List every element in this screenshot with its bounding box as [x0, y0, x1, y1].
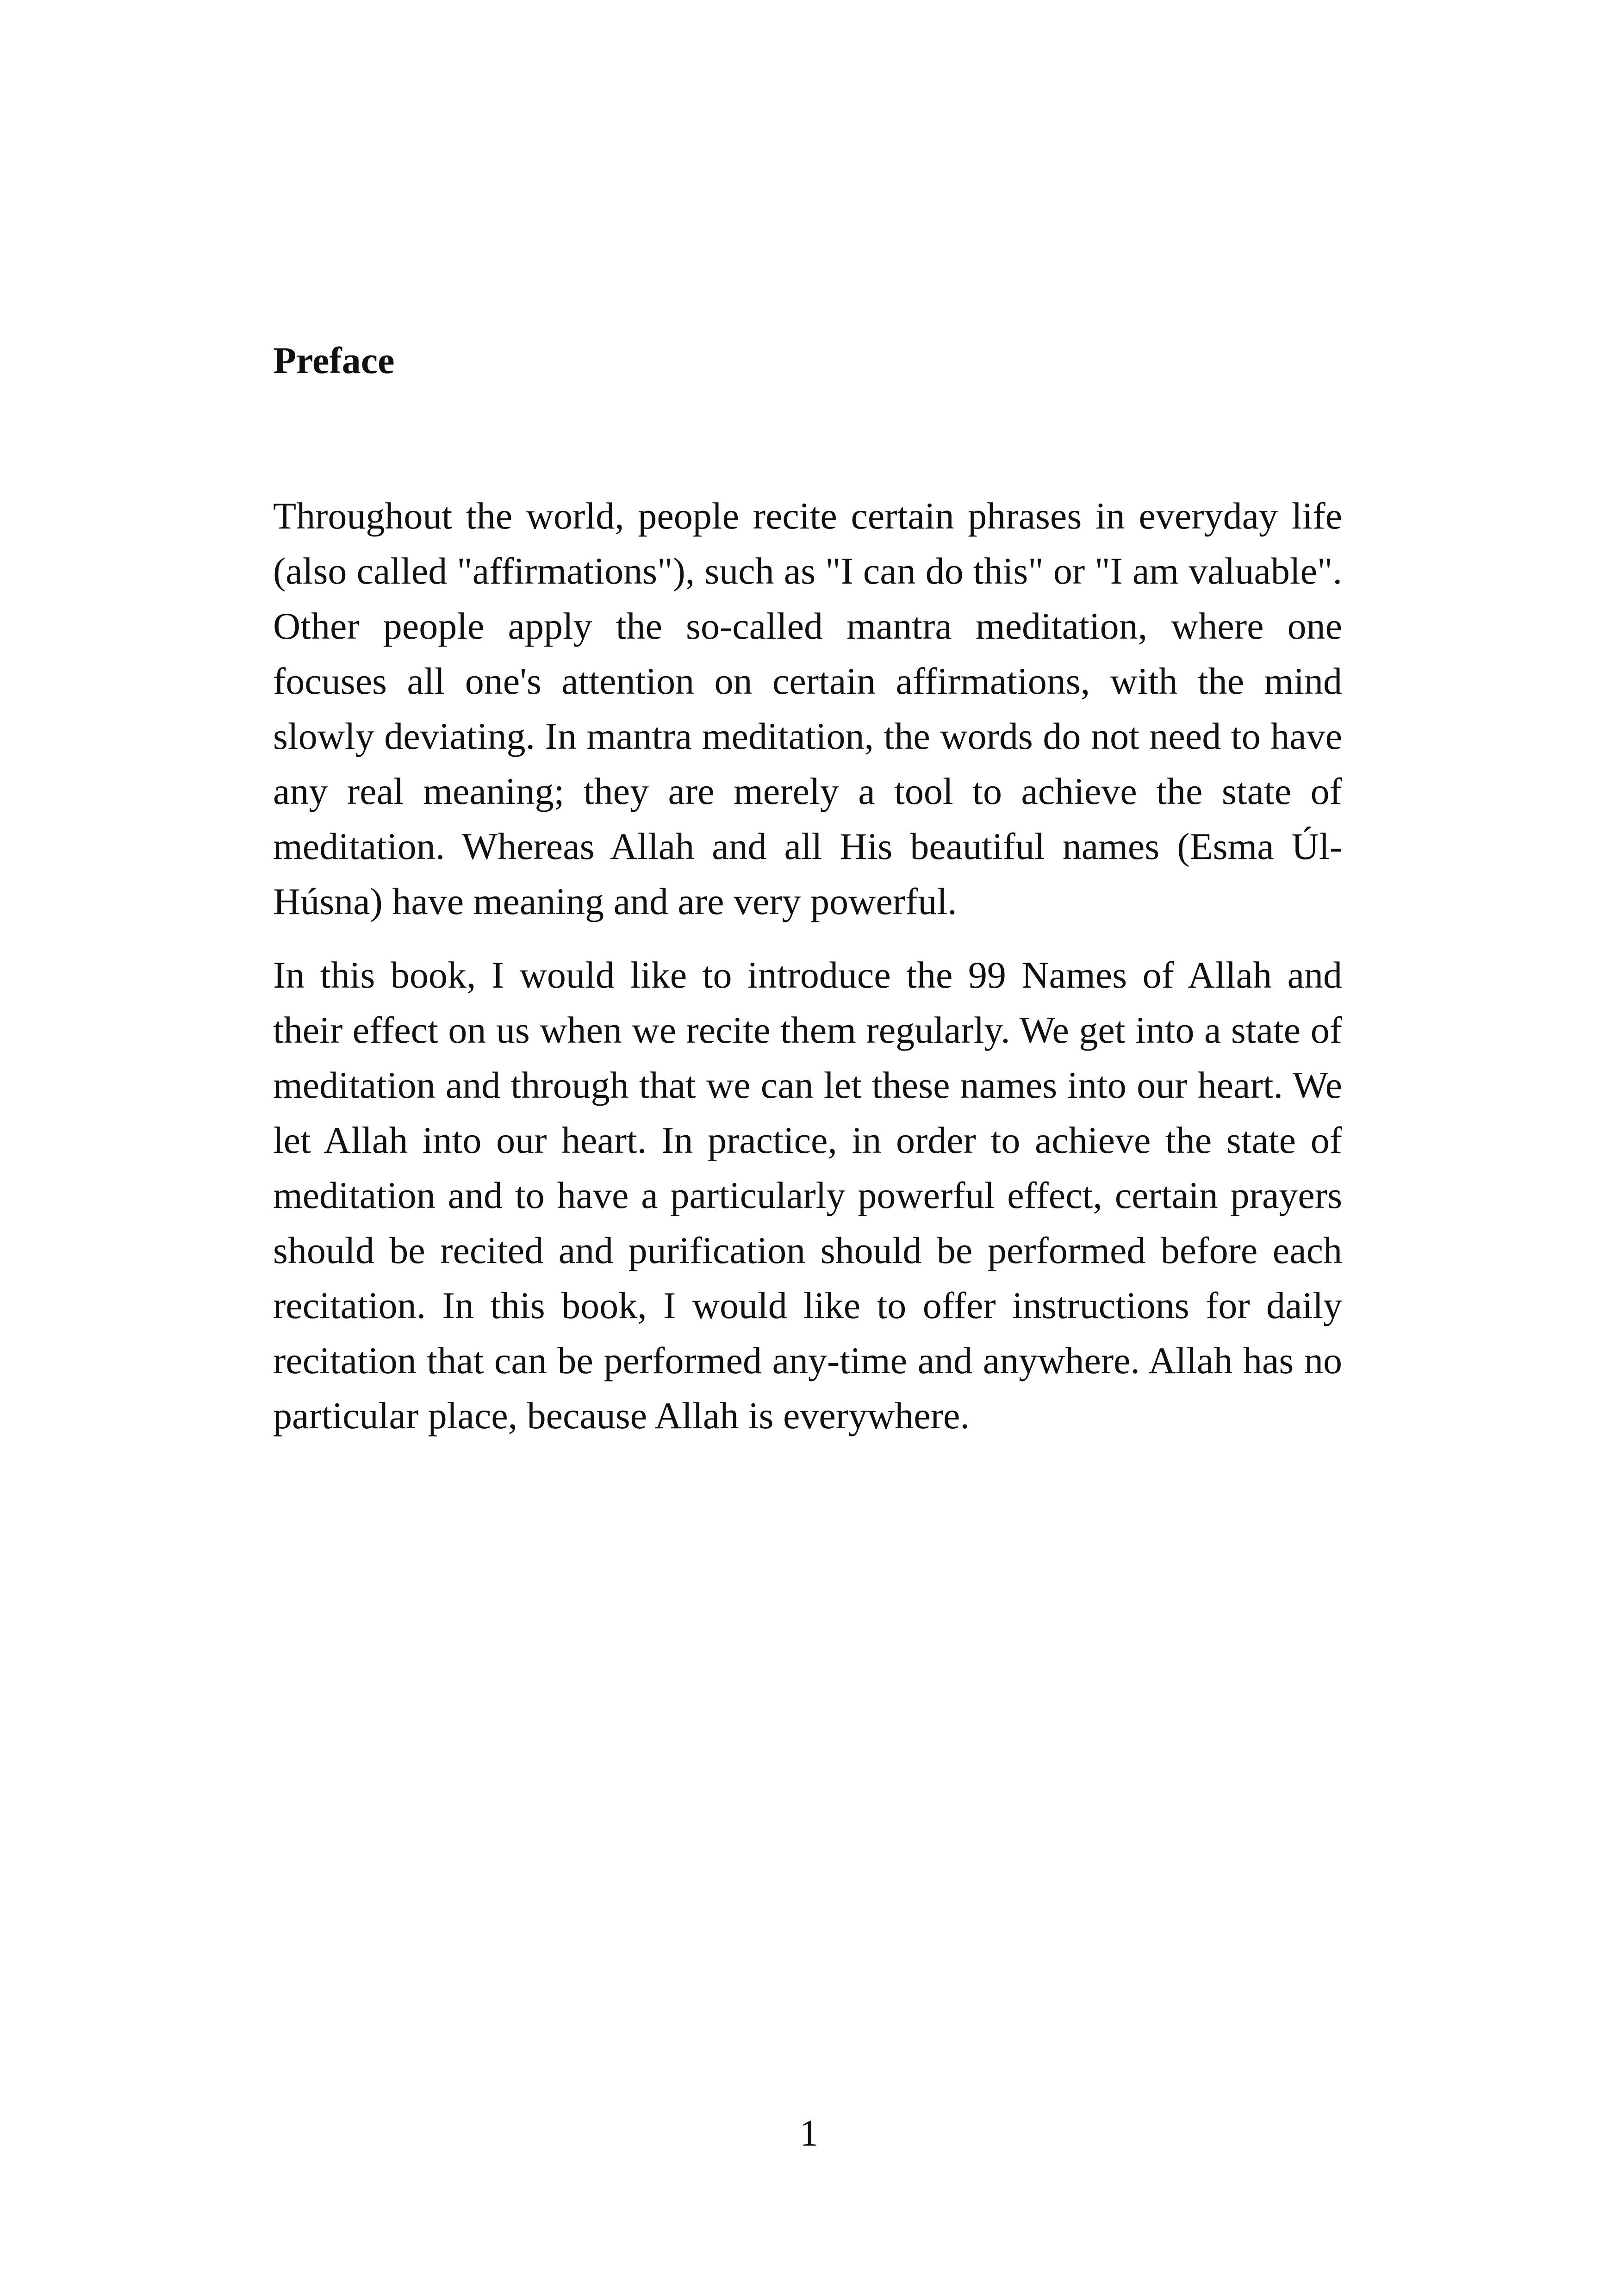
paragraph-2: In this book, I would like to introduce the 99 Names of Allah and their effect on us when we recite them regularly. We get into a state of meditation and through that we can let these names into our heart. We let Allah into our heart. In practice, in order to achieve the state of meditation and to have a particularly powerful effect, certain prayers should be recited and purification should be performed before each recitation. In this book, I would like to offer instructions for daily recitation that can be performed any-time and anywhere. Allah has no particular place, because Allah is everywhere. [273, 954, 1342, 1437]
preface-body [273, 488, 1342, 1443]
page-title: Preface [273, 339, 395, 381]
paragraph-1: Throughout the world, people recite certain phrases in everyday life (also called "affirmations"), such as "I can do this" or "I am valuable". Other people apply the so-called mantra meditation, where one focuses all one's attention on certain affirmations, with the mind slowly deviating. In mantra meditation, the words do not need to have any real meaning; they are merely a tool to achieve the state of meditation. Whereas Allah and all His beautiful names (Esma Úl-Húsna) have meaning and are very powerful. [273, 495, 1342, 922]
page-number: 1 [799, 2112, 819, 2154]
